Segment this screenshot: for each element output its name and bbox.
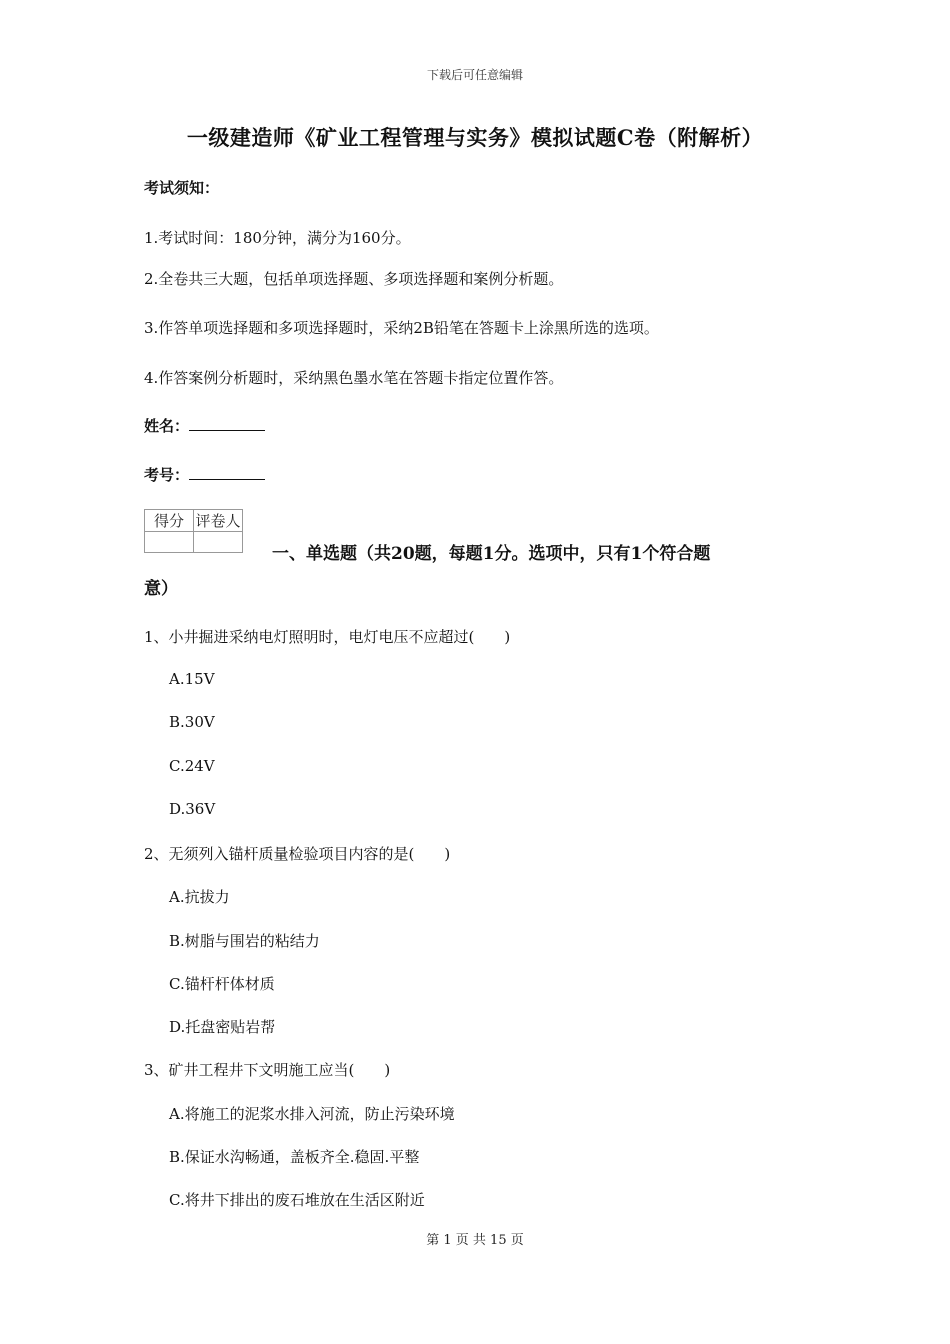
question-option: A.抗拔力 <box>169 888 230 906</box>
question-option: D.36V <box>169 800 216 818</box>
section-heading-cont: 意） <box>144 579 178 599</box>
name-blank[interactable] <box>189 416 265 431</box>
exam-id-blank[interactable] <box>189 465 265 480</box>
name-field[interactable] <box>144 415 265 436</box>
score-header: 得分 <box>145 510 194 532</box>
document-title: 一级建造师《矿业工程管理与实务》模拟试题C卷（附解析） <box>186 125 764 150</box>
question-option: D.托盘密贴岩帮 <box>169 1018 276 1036</box>
exam-id-field[interactable] <box>144 464 265 485</box>
notice-item: 4.作答案例分析题时，采纳黑色墨水笔在答题卡指定位置作答。 <box>144 369 564 387</box>
question-option: A.将施工的泥浆水排入河流，防止污染环境 <box>169 1105 455 1123</box>
score-cell <box>145 532 194 553</box>
question-stem: 3、矿井工程井下文明施工应当( ) <box>144 1061 391 1079</box>
question-stem: 2、无须列入锚杆质量检验项目内容的是( ) <box>144 845 451 863</box>
exam-id-label: 考号： <box>144 466 190 484</box>
name-label: 姓名： <box>144 417 190 435</box>
section-heading: 一、单选题（共20题，每题1分。选项中，只有1个符合题 <box>272 544 711 564</box>
page-footer: 第 1 页 共 15 页 <box>426 1233 524 1248</box>
question-option: B.树脂与围岩的粘结力 <box>169 932 320 950</box>
grader-header: 评卷人 <box>194 510 243 532</box>
question-option: C.24V <box>169 757 215 775</box>
question-option: C.锚杆杆体材质 <box>169 975 275 993</box>
notice-item: 3.作答单项选择题和多项选择题时，采纳2B铅笔在答题卡上涂黑所选的选项。 <box>144 319 659 337</box>
question-option: A.15V <box>169 670 215 688</box>
score-table <box>144 509 243 553</box>
page-header: 下载后可任意编辑 <box>426 68 523 82</box>
question-stem: 1、小井掘进采纳电灯照明时，电灯电压不应超过( ) <box>144 628 511 646</box>
grader-cell <box>194 532 243 553</box>
question-option: B.保证水沟畅通，盖板齐全.稳固.平整 <box>169 1148 420 1166</box>
question-option: B.30V <box>169 713 215 731</box>
notice-item: 2.全卷共三大题，包括单项选择题、多项选择题和案例分析题。 <box>144 270 564 288</box>
question-option: C.将井下排出的废石堆放在生活区附近 <box>169 1191 425 1209</box>
notice-item: 1.考试时间：180分钟，满分为160分。 <box>144 229 411 247</box>
notice-title: 考试须知： <box>144 179 220 197</box>
